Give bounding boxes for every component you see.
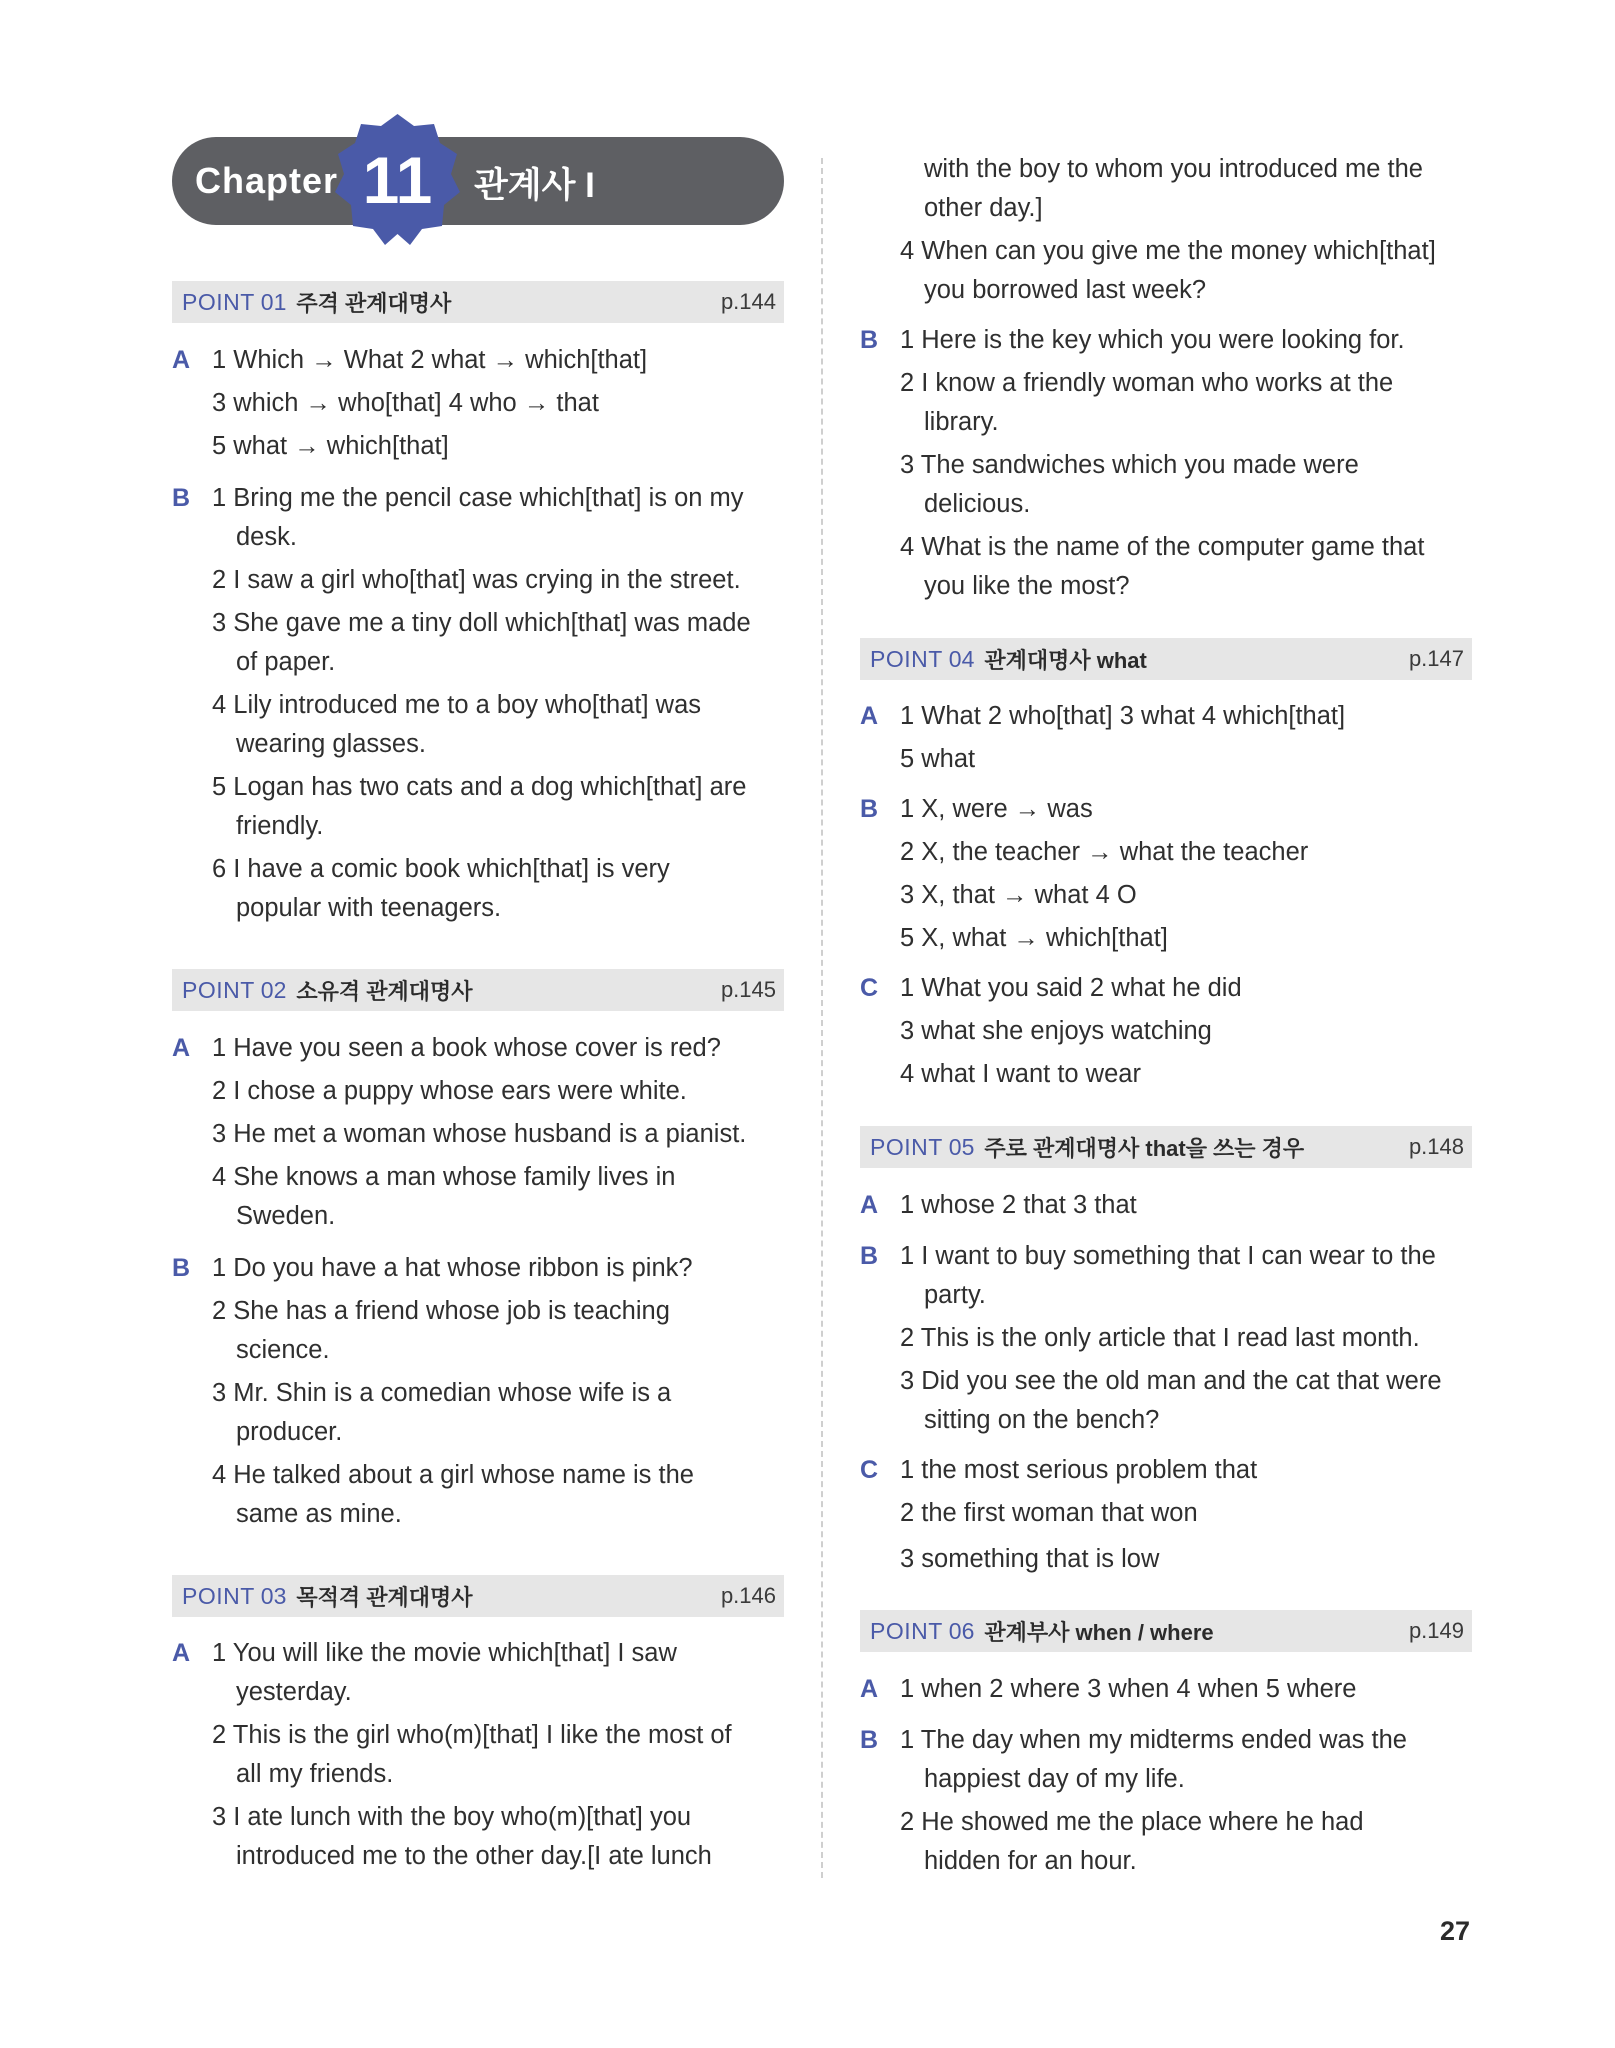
point-title: 소유격 관계대명사 <box>296 978 473 1004</box>
answer-line: 4 He talked about a girl whose name is the <box>212 1461 694 1489</box>
answer-line: 4 She knows a man whose family lives in <box>212 1163 676 1191</box>
point-label: POINT <box>182 976 255 1003</box>
section-a-label: A <box>172 1639 191 1667</box>
answer-line: 2 He showed me the place where he had <box>900 1808 1364 1836</box>
point-title: 목적격 관계대명사 <box>296 1584 473 1610</box>
point-05-header <box>860 1126 1472 1168</box>
answer-line: 3 She gave me a tiny doll which[that] was made <box>212 609 751 637</box>
answer-line: you like the most? <box>924 572 1130 600</box>
answer-line: 1 Do you have a hat whose ribbon is pink? <box>212 1254 693 1282</box>
answer-line: 2 I saw a girl who[that] was crying in the street. <box>212 566 741 594</box>
chapter-label: Chapter <box>195 160 339 201</box>
answer-line: 1 Here is the key which you were looking for. <box>900 326 1405 354</box>
point-number: 01 <box>260 288 287 315</box>
point-title: 주로 관계대명사 that을 쓰는 경우 <box>984 1135 1305 1161</box>
column-divider <box>821 158 823 1878</box>
answer-line: 1 Bring me the pencil case which[that] is on my <box>212 484 744 512</box>
answer-line: 1 Have you seen a book whose cover is red? <box>212 1034 721 1062</box>
answer-line: you borrowed last week? <box>924 276 1207 304</box>
section-a-label: A <box>172 1034 191 1062</box>
answer-line: 5 X, what → which[that] <box>900 924 1168 952</box>
point-03-header <box>172 1575 784 1617</box>
answer-line: popular with teenagers. <box>236 894 502 922</box>
chapter-title: 관계사 I <box>474 166 595 205</box>
point-page: p.146 <box>720 1583 776 1608</box>
point-title: 관계대명사 what <box>984 647 1147 673</box>
section-c-label: C <box>860 1456 879 1484</box>
answer-line: 4 Lily introduced me to a boy who[that] was <box>212 691 702 719</box>
answer-line: 5 what → which[that] <box>212 432 449 460</box>
answer-line: 1 the most serious problem that <box>900 1456 1258 1484</box>
answer-line: 1 Which → What 2 what → which[that] <box>212 346 648 374</box>
answer-line: 1 The day when my midterms ended was the <box>900 1726 1407 1754</box>
answer-line: library. <box>924 408 999 436</box>
point-04-header <box>860 638 1472 680</box>
answer-line: 2 This is the only article that I read last month. <box>900 1324 1420 1352</box>
point-page: p.144 <box>720 289 776 314</box>
point-label: POINT <box>182 1582 255 1609</box>
answer-line: 3 Did you see the old man and the cat that were <box>900 1367 1442 1395</box>
point-number: 05 <box>948 1133 975 1160</box>
point-label: POINT <box>870 1133 943 1160</box>
answer-line: of paper. <box>236 648 336 676</box>
section-b-label: B <box>860 795 879 823</box>
answer-line: same as mine. <box>236 1500 402 1528</box>
answer-line: 2 the first woman that won <box>900 1499 1198 1527</box>
answer-line: introduced me to the other day.[I ate lunch <box>236 1842 712 1870</box>
answer-line: 3 Mr. Shin is a comedian whose wife is a <box>212 1379 672 1407</box>
answer-line: 1 I want to buy something that I can wear to the <box>900 1242 1436 1270</box>
answer-line: 2 She has a friend whose job is teaching <box>212 1297 670 1325</box>
point-number: 02 <box>260 976 287 1003</box>
answer-line: 1 You will like the movie which[that] I saw <box>212 1639 677 1667</box>
answer-line: 1 What 2 who[that] 3 what 4 which[that] <box>900 702 1346 730</box>
answer-line: yesterday. <box>236 1678 352 1706</box>
answer-line: other day.] <box>924 194 1043 222</box>
answer-line: 2 I know a friendly woman who works at the <box>900 369 1394 397</box>
answer-line: hidden for an hour. <box>924 1847 1137 1875</box>
answer-line: producer. <box>236 1418 343 1446</box>
point-number: 06 <box>948 1617 975 1644</box>
answer-line: happiest day of my life. <box>924 1765 1185 1793</box>
point-page: p.147 <box>1408 646 1464 671</box>
answer-line: 3 X, that → what 4 O <box>900 881 1137 909</box>
answer-line: party. <box>924 1281 986 1309</box>
answer-line: all my friends. <box>236 1760 394 1788</box>
answer-line: 3 He met a woman whose husband is a pianist. <box>212 1120 747 1148</box>
answer-line: 5 Logan has two cats and a dog which[that] are <box>212 773 747 801</box>
point-label: POINT <box>870 645 943 672</box>
answer-line: 1 What you said 2 what he did <box>900 974 1242 1002</box>
chapter-number: 11 <box>362 143 433 217</box>
section-a-label: A <box>860 1675 879 1703</box>
answer-line: with the boy to whom you introduced me the <box>924 155 1423 183</box>
point-label: POINT <box>182 288 255 315</box>
point-number: 03 <box>260 1582 287 1609</box>
point-label: POINT <box>870 1617 943 1644</box>
section-a-label: A <box>860 1191 879 1219</box>
point-02-header <box>172 969 784 1011</box>
point-number: 04 <box>948 645 975 672</box>
answer-line: 2 This is the girl who(m)[that] I like the most of <box>212 1721 732 1749</box>
section-b-label: B <box>860 326 879 354</box>
answer-line: 5 what <box>900 745 976 773</box>
answer-line: 3 something that is low <box>900 1545 1160 1573</box>
answer-line: 2 X, the teacher → what the teacher <box>900 838 1309 866</box>
answer-line: 2 I chose a puppy whose ears were white. <box>212 1077 687 1105</box>
answer-line: 3 I ate lunch with the boy who(m)[that] you <box>212 1803 692 1831</box>
section-b-label: B <box>860 1726 879 1754</box>
answer-line: 4 what I want to wear <box>900 1060 1141 1088</box>
point-page: p.149 <box>1408 1618 1464 1643</box>
section-b-label: B <box>172 1254 191 1282</box>
section-a-label: A <box>172 346 191 374</box>
point-title: 관계부사 when / where <box>984 1619 1214 1645</box>
answer-line: delicious. <box>924 490 1031 518</box>
point-01-header <box>172 281 784 323</box>
section-b-label: B <box>172 484 191 512</box>
answer-line: 1 whose 2 that 3 that <box>900 1191 1137 1219</box>
answer-line: 4 When can you give me the money which[that] <box>900 237 1436 265</box>
point-page: p.145 <box>720 977 776 1002</box>
answer-line: 4 What is the name of the computer game that <box>900 533 1425 561</box>
answer-line: 3 what she enjoys watching <box>900 1017 1212 1045</box>
answer-line: Sweden. <box>236 1202 336 1230</box>
answer-line: 1 X, were → was <box>900 795 1093 823</box>
point-page: p.148 <box>1408 1134 1464 1159</box>
answer-line: 6 I have a comic book which[that] is very <box>212 855 670 883</box>
section-c-label: C <box>860 974 879 1002</box>
answer-line: desk. <box>236 523 297 551</box>
answer-line: science. <box>236 1336 330 1364</box>
answer-line: sitting on the bench? <box>924 1406 1160 1434</box>
section-b-label: B <box>860 1242 879 1270</box>
point-title: 주격 관계대명사 <box>296 290 452 316</box>
answer-line: 3 The sandwiches which you made were <box>900 451 1359 479</box>
answer-line: 3 which → who[that] 4 who → that <box>212 389 599 417</box>
answer-line: 1 when 2 where 3 when 4 when 5 where <box>900 1675 1357 1703</box>
point-06-header <box>860 1610 1472 1652</box>
section-a-label: A <box>860 702 879 730</box>
page-number: 27 <box>1440 1916 1471 1946</box>
answer-line: friendly. <box>236 812 324 840</box>
answer-line: wearing glasses. <box>236 730 426 758</box>
